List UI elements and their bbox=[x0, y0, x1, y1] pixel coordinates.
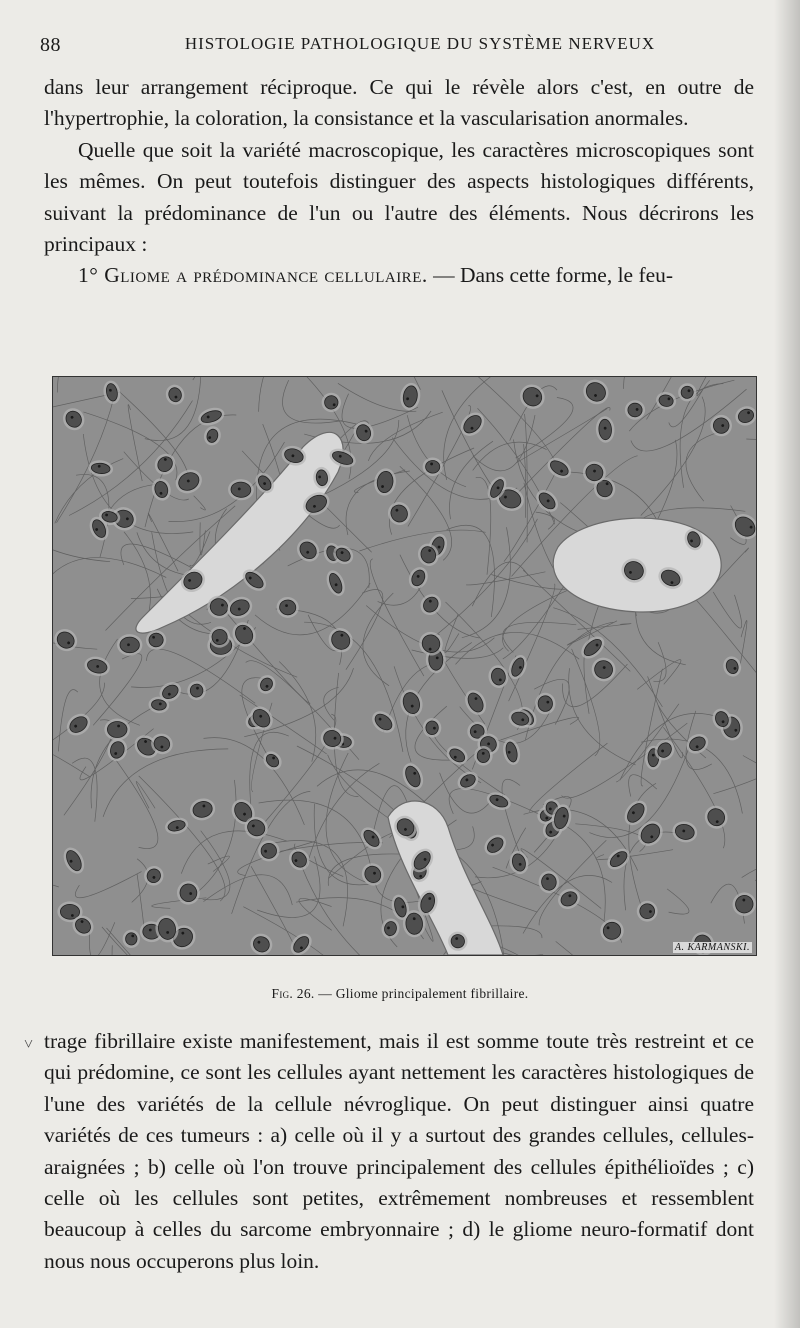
paragraph-section-heading bbox=[44, 260, 754, 291]
top-text-block bbox=[44, 72, 754, 292]
histology-illustration bbox=[53, 377, 756, 955]
histology-figure bbox=[52, 376, 757, 956]
margin-mark: ˅ bbox=[24, 1036, 34, 1053]
figure-caption bbox=[0, 986, 800, 1002]
paragraph-varieties-list: trage fibrillaire existe manifestement, mais il est somme toute très restreint et ce qui prédomine, ce sont les cellules ayant nettement les caractères histologiques de l'une des variétés de la cellule névroglique. On peut distinguer ainsi quatre variétés de ces tumeurs : a) celle où il y a surtout des grandes cellules, cellules-araignées ; b) celle où l'on trouve principalement des cellules épithélioïdes ; c) celle où les cellules sont petites, extrêmement nombreuses et ressemblent beaucoup à celles du sarcome embryonnaire ; d) le gliome neuro-formatif dont nous nous occuperons plus loin. bbox=[44, 1029, 754, 1273]
page-number: 88 bbox=[40, 34, 61, 56]
paragraph-continuation: dans leur arrangement réciproque. Ce qui le révèle alors c'est, en outre de l'hypertrophie, la coloration, la consistance et la vascularisation anormales. bbox=[44, 75, 754, 131]
figure-caption-text: — Gliome principalement fibrillaire. bbox=[314, 986, 529, 1001]
page-header bbox=[40, 30, 760, 58]
paragraph-varieties: Quelle que soit la variété macroscopique, les caractères microscopiques sont les mêmes. On peut toutefois distinguer des aspects histologiques différents, suivant la prédominance de l'un ou l'autre des éléments. Nous décrirons les principaux : bbox=[44, 137, 754, 257]
figure-number: Fig. 26. bbox=[271, 986, 315, 1001]
running-title: HISTOLOGIE PATHOLOGIQUE DU SYSTÈME NERVEUX bbox=[184, 34, 656, 53]
artist-signature: A. KARMANSKI. bbox=[674, 942, 750, 953]
bottom-text-block bbox=[44, 1026, 754, 1277]
section-heading-lead: 1° Gliome a prédominance cellulaire. bbox=[78, 263, 428, 288]
section-heading-rest: — Dans cette forme, le feu- bbox=[427, 263, 674, 288]
glial-cell bbox=[104, 719, 130, 741]
page-edge-shadow bbox=[774, 0, 800, 1328]
